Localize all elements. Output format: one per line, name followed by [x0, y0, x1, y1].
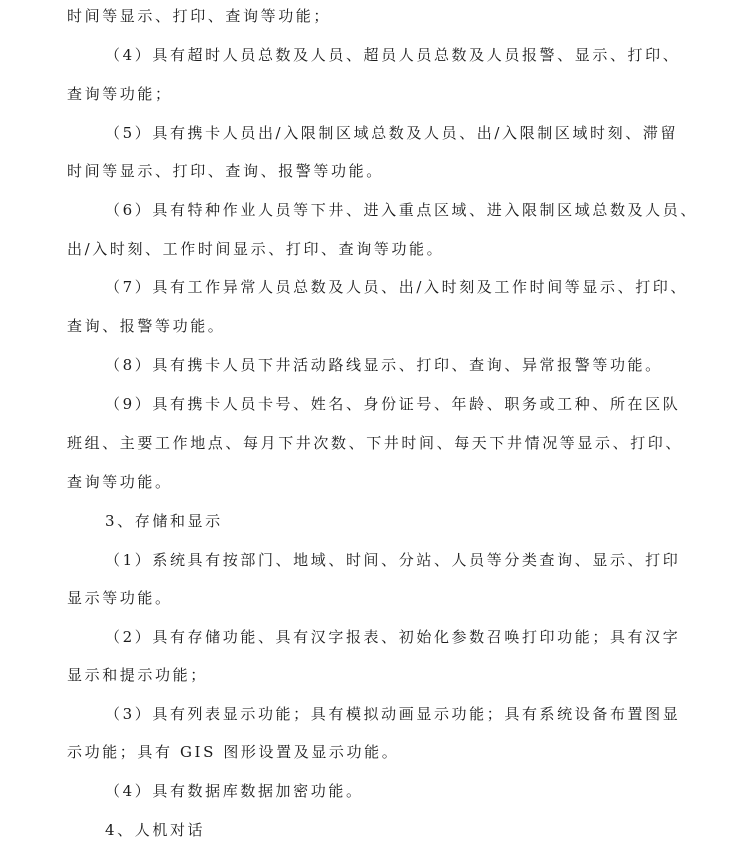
section-heading-human-machine: 4、人机对话 — [105, 821, 206, 839]
text-line: 时间等显示、打印、查询等功能； — [67, 7, 332, 25]
list-item-9: （9）具有携卡人员卡号、姓名、身份证号、年龄、职务或工种、所在区队 — [105, 395, 681, 413]
list-item-4b: （4）具有数据库数据加密功能。 — [105, 782, 364, 800]
list-item-6: （6）具有特种作业人员等下井、进入重点区域、进入限制区域总数及人员、 — [105, 201, 698, 219]
list-item-5: （5）具有携卡人员出/入限制区域总数及人员、出/入限制区域时刻、滞留 — [105, 124, 679, 142]
text-line: 查询等功能； — [67, 85, 173, 103]
section-heading-storage-display: 3、存储和显示 — [105, 512, 223, 530]
text-line: 示功能；具有 GIS 图形设置及显示功能。 — [67, 743, 400, 761]
text-line: 时间等显示、打印、查询、报警等功能。 — [67, 162, 384, 180]
list-item-3: （3）具有列表显示功能；具有模拟动画显示功能；具有系统设备布置图显 — [105, 705, 681, 723]
text-line: 查询、报警等功能。 — [67, 317, 226, 335]
list-item-7: （7）具有工作异常人员总数及人员、出/入时刻及工作时间等显示、打印、 — [105, 278, 689, 296]
list-item-8: （8）具有携卡人员下井活动路线显示、打印、查询、异常报警等功能。 — [105, 356, 663, 374]
list-item-2: （2）具有存储功能、具有汉字报表、初始化参数召唤打印功能；具有汉字 — [105, 628, 681, 646]
text-line: 显示等功能。 — [67, 589, 173, 607]
text-line: 查询等功能。 — [67, 473, 173, 491]
list-item-4: （4）具有超时人员总数及人员、超员人员总数及人员报警、显示、打印、 — [105, 46, 681, 64]
text-line: 班组、主要工作地点、每月下井次数、下井时间、每天下井情况等显示、打印、 — [67, 434, 684, 452]
text-line: 显示和提示功能； — [67, 666, 208, 684]
list-item-1: （1）系统具有按部门、地域、时间、分站、人员等分类查询、显示、打印 — [105, 551, 681, 569]
text-line: 出/入时刻、工作时间显示、打印、查询等功能。 — [67, 240, 445, 258]
